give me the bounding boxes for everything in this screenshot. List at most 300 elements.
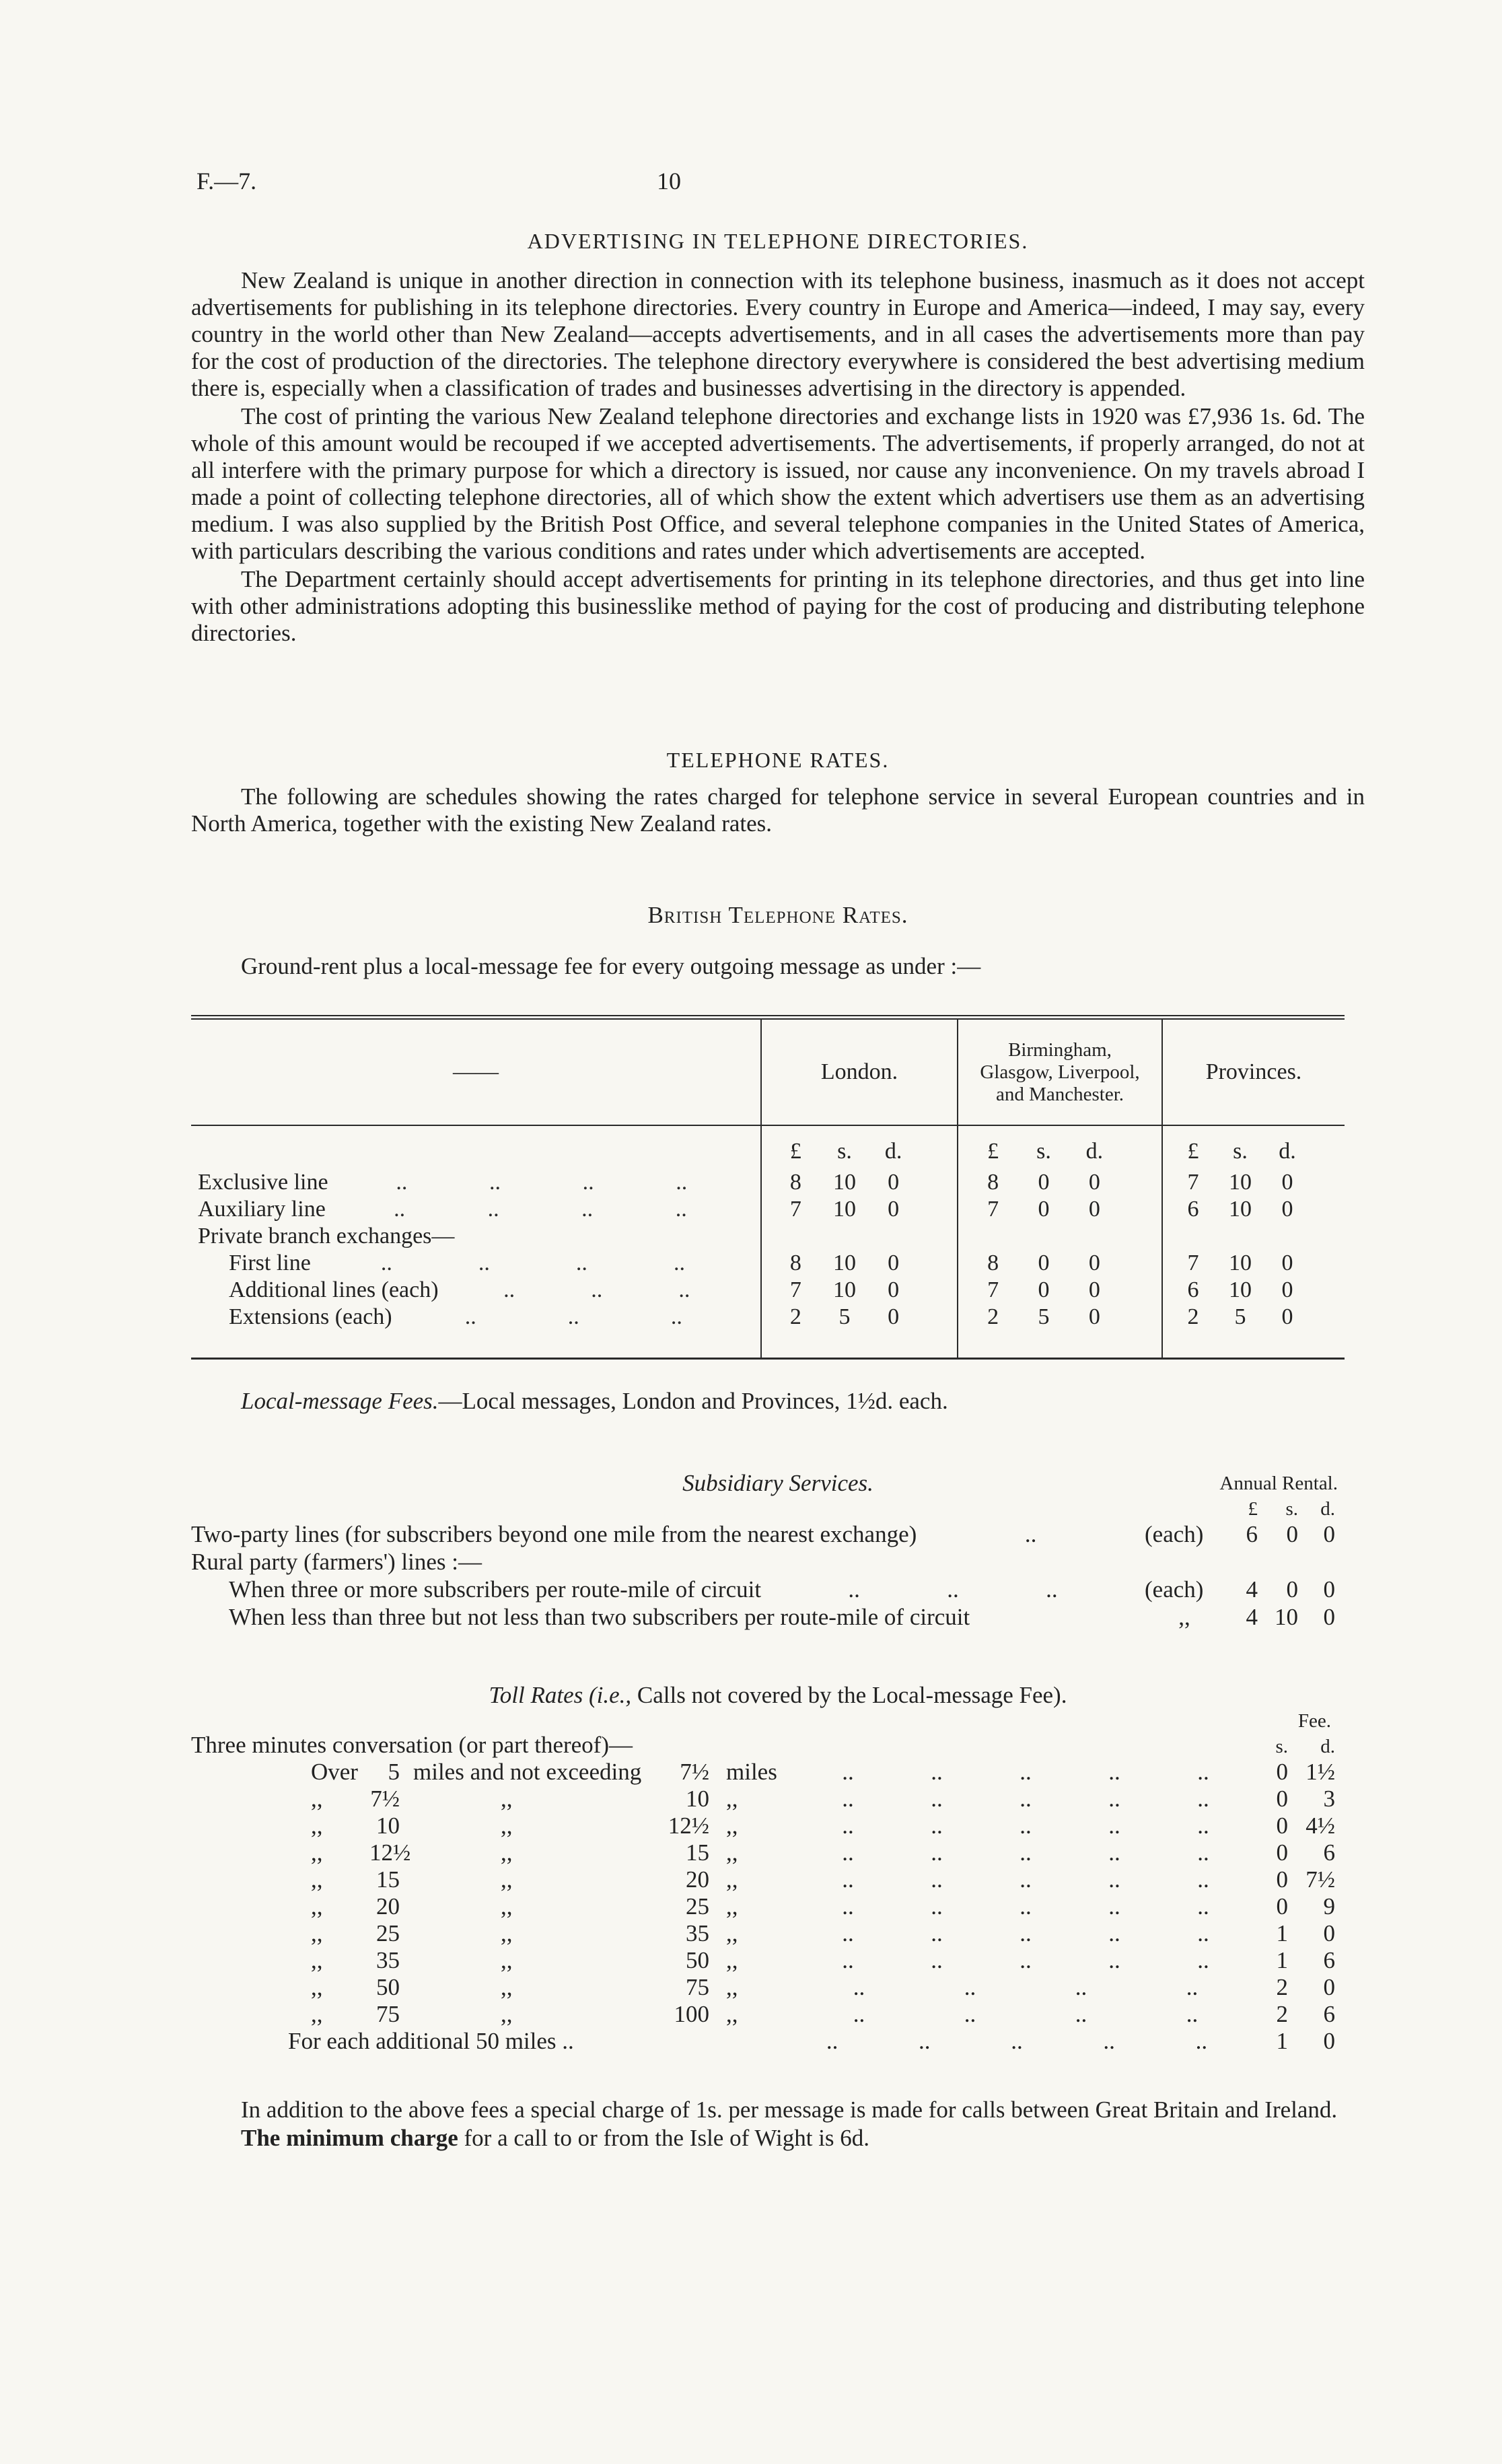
shillings-value: 0 xyxy=(1276,1866,1288,1893)
pounds-value: 2 xyxy=(789,1304,801,1329)
subsidiary-services-section xyxy=(191,1470,1365,1631)
pence-value: 0 xyxy=(1281,1251,1293,1275)
unit-label: miles xyxy=(726,1759,777,1785)
ditto-mark: ,, xyxy=(501,2001,513,2027)
shillings-value: 5 xyxy=(1038,1304,1050,1329)
pence-value: 0 xyxy=(888,1170,900,1195)
ditto-mark: ,, xyxy=(726,1786,738,1812)
dot-pair: .. xyxy=(582,1170,594,1195)
pound-sign: £ xyxy=(1248,1498,1258,1520)
pence-value: 0 xyxy=(1281,1277,1293,1302)
ditto-mark: ,, xyxy=(501,1812,513,1839)
dot-pair: .. xyxy=(1197,1947,1209,1973)
ditto-mark: ,, xyxy=(726,1839,738,1866)
shillings-value: 2 xyxy=(1276,1974,1288,2000)
dot-pair: .. xyxy=(1108,1893,1120,1920)
dot-leaders xyxy=(353,1196,728,1223)
note-lead: Local-message Fees. xyxy=(241,1388,439,1414)
table-cell xyxy=(957,1169,1161,1196)
shillings-value: 10 xyxy=(1229,1277,1252,1302)
dot-pair: .. xyxy=(842,1866,854,1893)
ditto-mark: ,, xyxy=(501,1839,513,1866)
dot-pair: .. xyxy=(1020,1920,1032,1946)
pence-value: 0 xyxy=(888,1197,900,1222)
dot-pair: .. xyxy=(964,2001,976,2027)
dot-leaders xyxy=(761,1576,1145,1603)
minimum-charge-note xyxy=(191,2125,1365,2152)
over-value: 20 xyxy=(376,1893,400,1920)
dot-pair: .. xyxy=(678,1277,690,1302)
subsidiary-row xyxy=(191,1603,1365,1631)
shillings-value: 10 xyxy=(1275,1604,1298,1630)
dot-pair: .. xyxy=(1108,1812,1120,1839)
currency-row-blank xyxy=(191,1126,760,1169)
each-label: (each) xyxy=(1145,1521,1204,1547)
dot-pair: .. xyxy=(1197,1893,1209,1920)
currency-header xyxy=(191,1498,1365,1520)
shillings-value: 10 xyxy=(832,1197,856,1222)
pounds-value: 6 xyxy=(1246,1521,1258,1547)
dot-pair: .. xyxy=(931,1786,943,1812)
table-row-label xyxy=(191,1277,760,1304)
table-cell xyxy=(1161,1169,1345,1196)
upto-value: 75 xyxy=(686,1974,709,2000)
toll-intro-row xyxy=(191,1732,1365,1759)
bold-lead: The minimum charge xyxy=(241,2125,458,2151)
pence-value: 0 xyxy=(1281,1197,1293,1222)
dot-leaders xyxy=(803,2001,1248,2028)
shillings-value: 10 xyxy=(1229,1197,1252,1222)
dot-leaders xyxy=(803,1893,1248,1920)
ditto-mark: ,, xyxy=(1178,1604,1190,1630)
dot-pair: .. xyxy=(826,2028,838,2054)
dot-pair: .. xyxy=(1020,1786,1032,1812)
british-rates-table xyxy=(191,1015,1345,1360)
toll-rate-row xyxy=(306,2001,1365,2028)
paragraph: In addition to the above fees a special charge of 1s. per message is made for calls between Great Britain and Ireland. xyxy=(241,2097,1338,2123)
row-label: Extensions (each) xyxy=(229,1304,392,1329)
shillings-value: 0 xyxy=(1038,1277,1050,1302)
dot-pair: .. xyxy=(394,1197,406,1222)
dot-pair: .. xyxy=(1075,2001,1087,2027)
dot-pair: .. xyxy=(931,1920,943,1946)
dot-pair: .. xyxy=(670,1304,682,1329)
pounds-value: 8 xyxy=(789,1251,801,1275)
pence-value: 9 xyxy=(1323,1893,1335,1920)
pence-sign: d. xyxy=(1320,1498,1335,1520)
table-row-label xyxy=(191,1304,760,1331)
pound-sign: £ xyxy=(1187,1139,1199,1164)
pence-value: 0 xyxy=(1323,1974,1335,2000)
dot-leaders xyxy=(803,1812,1248,1839)
dot-pair: .. xyxy=(676,1170,688,1195)
column-header-line: and Manchester. xyxy=(995,1083,1124,1105)
dot-leaders xyxy=(803,1839,1248,1866)
pence-value: 1½ xyxy=(1306,1759,1335,1785)
over-value: 75 xyxy=(376,2001,400,2027)
dot-pair: .. xyxy=(675,1197,687,1222)
dot-pair: .. xyxy=(581,1197,594,1222)
pounds-value: 7 xyxy=(987,1277,999,1302)
subsection-title xyxy=(191,1682,1365,1709)
table-cell xyxy=(1161,1304,1345,1331)
upto-value: 20 xyxy=(686,1866,709,1893)
shillings-value: 5 xyxy=(838,1304,851,1329)
over-value: 5 xyxy=(388,1759,400,1785)
dot-leaders xyxy=(803,1974,1248,2001)
paragraph: The Department certainly should accept advertisements for printing in its telephone directories, and thus get into line with other administrations adopting this businesslike method of paying for the cost of producing and distributing telephone directories. xyxy=(191,566,1365,646)
ditto-mark: ,, xyxy=(311,1812,323,1839)
ditto-mark: ,, xyxy=(726,1974,738,2000)
dot-leaders xyxy=(466,1277,728,1304)
dot-pair: .. xyxy=(931,1759,943,1785)
shillings-sign: s. xyxy=(837,1139,852,1164)
column-header-line: Birmingham, xyxy=(1008,1039,1112,1061)
dot-pair: .. xyxy=(1046,1576,1058,1603)
pence-value: 0 xyxy=(888,1251,900,1275)
dot-pair: .. xyxy=(478,1251,490,1275)
upto-value: 25 xyxy=(686,1893,709,1920)
row-text: For each additional 50 miles .. xyxy=(288,2028,574,2054)
dot-pair: .. xyxy=(1108,1920,1120,1946)
pence-value: 0 xyxy=(1088,1170,1100,1195)
pence-value: 0 xyxy=(888,1277,900,1302)
toll-rate-row xyxy=(306,1974,1365,2001)
dot-pair: .. xyxy=(848,1576,860,1603)
shillings-sign: s. xyxy=(1233,1139,1248,1164)
toll-rate-row xyxy=(306,1759,1365,1786)
pounds-value: 2 xyxy=(1187,1304,1199,1329)
pence-value: 7½ xyxy=(1306,1866,1335,1893)
shillings-value: 1 xyxy=(1276,1920,1288,1946)
dot-pair: .. xyxy=(842,1786,854,1812)
table-cell xyxy=(760,1223,957,1250)
ditto-mark: ,, xyxy=(501,1866,513,1893)
table-cell xyxy=(760,1250,957,1277)
dot-pair: .. xyxy=(1020,1759,1032,1785)
row-label: Exclusive line xyxy=(198,1170,328,1195)
shillings-value: 5 xyxy=(1234,1304,1246,1329)
pounds-value: 8 xyxy=(987,1251,999,1275)
row-label: First line xyxy=(229,1251,311,1275)
ditto-mark: ,, xyxy=(726,1893,738,1920)
dot-pair: .. xyxy=(489,1170,501,1195)
shillings-sign: s. xyxy=(1285,1498,1298,1520)
shillings-value: 0 xyxy=(1286,1576,1298,1603)
page-header xyxy=(191,0,1365,194)
pence-value: 0 xyxy=(1323,2028,1335,2054)
dot-pair: .. xyxy=(842,1893,854,1920)
table-spacer xyxy=(1161,1331,1345,1358)
pence-sign: d. xyxy=(884,1139,902,1164)
shillings-value: 1 xyxy=(1276,1947,1288,1973)
dot-pair: .. xyxy=(1020,1812,1032,1839)
ditto-mark: ,, xyxy=(501,1947,513,1973)
over-value: 25 xyxy=(376,1920,400,1946)
dot-pair: .. xyxy=(931,1866,943,1893)
over-value: 15 xyxy=(376,1866,400,1893)
table-spacer xyxy=(191,1331,760,1358)
dot-pair: .. xyxy=(1197,1759,1209,1785)
dot-pair: .. xyxy=(591,1277,603,1302)
british-rates-section xyxy=(191,902,1365,1415)
dot-pair: .. xyxy=(464,1304,476,1329)
over-value: 10 xyxy=(376,1812,400,1839)
toll-rate-row xyxy=(306,1812,1365,1839)
pound-sign: £ xyxy=(789,1139,801,1164)
title-rest: Calls not covered by the Local-message Fee). xyxy=(631,1682,1067,1708)
upto-value: 100 xyxy=(674,2001,709,2027)
ditto-mark: ,, xyxy=(501,1786,513,1812)
pounds-value: 2 xyxy=(987,1304,999,1329)
pounds-value: 7 xyxy=(1187,1170,1199,1195)
section-title: TELEPHONE RATES. xyxy=(666,748,890,772)
dot-leaders xyxy=(803,1920,1248,1947)
upto-value: 10 xyxy=(686,1786,709,1812)
shillings-value: 0 xyxy=(1038,1170,1050,1195)
pence-value: 0 xyxy=(888,1304,900,1329)
dot-leaders xyxy=(917,1520,1145,1548)
pound-sign: £ xyxy=(987,1139,999,1164)
fee-columns-header xyxy=(1248,1736,1335,1758)
upto-value: 12½ xyxy=(668,1812,709,1839)
dot-pair: .. xyxy=(919,2028,931,2054)
dot-pair: .. xyxy=(853,1974,865,2000)
subsection-title: Subsidiary Services. xyxy=(682,1470,873,1496)
shillings-value: 1 xyxy=(1276,2028,1288,2054)
dot-pair: .. xyxy=(1108,1759,1120,1785)
row-text: When three or more subscribers per route-mile of circuit xyxy=(229,1576,762,1603)
table-cell xyxy=(1161,1223,1345,1250)
pounds-value: 8 xyxy=(789,1170,801,1195)
ditto-mark: ,, xyxy=(726,1947,738,1973)
pence-value: 0 xyxy=(1088,1251,1100,1275)
pence-value: 4½ xyxy=(1306,1812,1335,1839)
ditto-mark: ,, xyxy=(501,1920,513,1946)
dot-pair: .. xyxy=(503,1277,515,1302)
dot-pair: .. xyxy=(380,1251,392,1275)
table-cell xyxy=(957,1250,1161,1277)
toll-rate-row xyxy=(306,1920,1365,1947)
upto-value: 50 xyxy=(686,1947,709,1973)
ditto-mark: ,, xyxy=(501,1893,513,1920)
document-reference: F.—7. xyxy=(196,168,257,195)
table-row-label xyxy=(191,1250,760,1277)
table-cell xyxy=(957,1223,1161,1250)
pence-sign: d. xyxy=(1279,1139,1296,1164)
shillings-value: 0 xyxy=(1276,1893,1288,1920)
ditto-mark: ,, xyxy=(501,1974,513,2000)
toll-rate-row xyxy=(306,1893,1365,1920)
pounds-value: 7 xyxy=(789,1277,801,1302)
shillings-value: 0 xyxy=(1038,1251,1050,1275)
dot-pair: .. xyxy=(1020,1866,1032,1893)
pence-sign: d. xyxy=(1320,1736,1335,1757)
pence-value: 0 xyxy=(1323,1920,1335,1946)
dot-pair: .. xyxy=(1197,1839,1209,1866)
currency-header xyxy=(1161,1126,1345,1169)
toll-rates-section xyxy=(191,1682,1365,2055)
column-header-provinces xyxy=(1161,1020,1345,1126)
ditto-mark: ,, xyxy=(311,1947,323,1973)
table-header-blank xyxy=(191,1020,760,1126)
shillings-value: 0 xyxy=(1276,1839,1288,1866)
pence-value: 6 xyxy=(1323,1839,1335,1866)
rental-value xyxy=(1224,1603,1335,1631)
dot-leaders xyxy=(803,1786,1248,1812)
shillings-value: 10 xyxy=(832,1170,856,1195)
pounds-value: 6 xyxy=(1187,1277,1199,1302)
dot-leaders xyxy=(355,1169,728,1196)
pence-value: 0 xyxy=(1281,1170,1293,1195)
each-label: (each) xyxy=(1145,1576,1204,1603)
local-message-note xyxy=(191,1388,1365,1415)
dot-pair: .. xyxy=(567,1304,579,1329)
dot-pair: .. xyxy=(1108,1839,1120,1866)
row-label: Auxiliary line xyxy=(198,1197,326,1222)
table-cell xyxy=(1161,1277,1345,1304)
table-cell xyxy=(760,1169,957,1196)
dot-pair: .. xyxy=(931,1839,943,1866)
row-label: Additional lines (each) xyxy=(229,1277,439,1302)
column-header-label: London. xyxy=(820,1059,898,1084)
dot-pair: .. xyxy=(487,1197,499,1222)
shillings-value: 0 xyxy=(1038,1197,1050,1222)
dot-pair: .. xyxy=(947,1576,959,1603)
pence-value: 0 xyxy=(1088,1304,1100,1329)
dot-pair: .. xyxy=(842,1920,854,1946)
table-cell xyxy=(957,1304,1161,1331)
over-value: 35 xyxy=(376,1947,400,1973)
row-label: Private branch exchanges— xyxy=(198,1224,455,1248)
table-cell xyxy=(957,1277,1161,1304)
column-header-london xyxy=(760,1020,957,1126)
table-row-label xyxy=(191,1223,760,1250)
pence-value: 0 xyxy=(1088,1197,1100,1222)
ditto-mark: ,, xyxy=(726,1812,738,1839)
table-cell xyxy=(957,1196,1161,1223)
pounds-value: 4 xyxy=(1246,1604,1258,1630)
row-text: When less than three but not less than two subscribers per route-mile of circuit xyxy=(229,1604,970,1630)
ditto-mark: ,, xyxy=(311,1786,323,1812)
shillings-value: 2 xyxy=(1276,2001,1288,2027)
advertising-section xyxy=(191,229,1365,647)
ditto-mark: ,, xyxy=(311,1866,323,1893)
dot-pair: .. xyxy=(1197,1866,1209,1893)
dot-pair: .. xyxy=(1197,1812,1209,1839)
pounds-value: 6 xyxy=(1187,1197,1199,1222)
ditto-mark: ,, xyxy=(311,1839,323,1866)
ditto-mark: ,, xyxy=(311,1920,323,1946)
dot-leaders xyxy=(803,1866,1248,1893)
shillings-value: 10 xyxy=(832,1251,856,1275)
ditto-mark: ,, xyxy=(726,2001,738,2027)
dot-pair: .. xyxy=(931,1947,943,1973)
dot-pair: .. xyxy=(1195,2028,1208,2054)
note-rest: —Local messages, London and Provinces, 1½d. each. xyxy=(438,1388,948,1414)
title-em: Toll Rates (i.e., xyxy=(489,1682,632,1708)
pence-value: 0 xyxy=(1323,1521,1335,1547)
dot-pair: .. xyxy=(842,1947,854,1973)
toll-rate-row xyxy=(306,1786,1365,1812)
table-spacer xyxy=(760,1331,957,1358)
toll-rate-row xyxy=(306,1866,1365,1893)
section-title: ADVERTISING IN TELEPHONE DIRECTORIES. xyxy=(527,229,1029,253)
table-spacer xyxy=(957,1331,1161,1358)
table-cell xyxy=(760,1304,957,1331)
dot-pair: .. xyxy=(1103,2028,1115,2054)
dot-pair: .. xyxy=(1020,1947,1032,1973)
pounds-value: 7 xyxy=(987,1197,999,1222)
paragraph: The following are schedules showing the rates charged for telephone service in several European countries and in North America, together with the existing New Zealand rates. xyxy=(191,783,1365,837)
dot-leaders xyxy=(786,2028,1248,2055)
dot-leaders xyxy=(419,1304,728,1331)
ditto-mark: ,, xyxy=(311,1974,323,2000)
rental-value xyxy=(1224,1520,1335,1548)
pounds-value: 7 xyxy=(1187,1251,1199,1275)
shillings-value: 0 xyxy=(1276,1812,1288,1839)
subsidiary-row xyxy=(191,1548,1365,1576)
page-content xyxy=(191,0,1365,2152)
subsidiary-row xyxy=(191,1520,1365,1548)
shillings-value: 0 xyxy=(1276,1786,1288,1812)
dot-pair: .. xyxy=(673,1251,685,1275)
toll-rate-row xyxy=(306,1947,1365,1974)
annual-rental-label: Annual Rental. xyxy=(1219,1473,1338,1494)
pounds-value: 8 xyxy=(987,1170,999,1195)
pence-value: 0 xyxy=(1323,1576,1335,1603)
dot-pair: .. xyxy=(842,1839,854,1866)
ditto-mark: ,, xyxy=(726,1866,738,1893)
shillings-value: 10 xyxy=(1229,1251,1252,1275)
subsection-title: British Telephone Rates. xyxy=(647,902,908,928)
dot-pair: .. xyxy=(1186,2001,1199,2027)
column-header-group xyxy=(957,1020,1161,1126)
pence-value: 3 xyxy=(1323,1786,1335,1812)
telephone-rates-section xyxy=(191,748,1365,837)
row-text: Two-party lines (for subscribers beyond one mile from the nearest exchange) xyxy=(191,1521,917,1547)
closing-notes-section xyxy=(191,2097,1365,2152)
upto-value: 7½ xyxy=(680,1759,709,1785)
column-header-line: Glasgow, Liverpool, xyxy=(980,1061,1140,1083)
row-text: Rural party (farmers') lines :— xyxy=(191,1549,482,1575)
over-value: 50 xyxy=(376,1974,400,2000)
dot-pair: .. xyxy=(842,1759,854,1785)
fee-label: Fee. xyxy=(1297,1710,1331,1732)
toll-rate-row xyxy=(306,1839,1365,1866)
dot-pair: .. xyxy=(931,1812,943,1839)
shillings-sign: s. xyxy=(1275,1736,1288,1757)
dot-pair: .. xyxy=(575,1251,587,1275)
range-text: miles and not exceeding xyxy=(413,1759,642,1785)
dot-pair: .. xyxy=(1075,1974,1087,2000)
dot-leaders xyxy=(338,1250,728,1277)
over-value: 7½ xyxy=(370,1786,400,1812)
dot-pair: .. xyxy=(931,1893,943,1920)
table-intro: Ground-rent plus a local-message fee for every outgoing message as under :— xyxy=(241,953,981,979)
over-word: Over xyxy=(311,1759,358,1785)
dot-pair: .. xyxy=(842,1812,854,1839)
toll-intro: Three minutes conversation (or part thereof)— xyxy=(191,1732,633,1758)
dot-pair: .. xyxy=(1186,1974,1199,2000)
pounds-value: 7 xyxy=(789,1197,801,1222)
paragraph: New Zealand is unique in another direction in connection with its telephone business, inasmuch as it does not accept advertisements for publishing in its telephone directories. Every country in Europe and America—indeed, I may say, every country in the world other than New Zealand—accepts advertisements, and in all cases the advertisements more than pay for the cost of production of the directories. The telephone directory everywhere is considered the best advertising medium there is, especially when a classification of trades and businesses advertising in the directory is appended. xyxy=(191,267,1365,401)
ditto-mark: ,, xyxy=(726,1920,738,1946)
paragraph: The cost of printing the various New Zealand telephone directories and exchange lists in 1920 was £7,936 1s. 6d. The whole of this amount would be recouped if we accepted advertisements. The advertisements, if properly arranged, do not at all interfere with the primary purpose for which a directory is issued, nor cause any inconvenience. On my travels abroad I made a point of collecting telephone directories, all of which show the extent which advertisers use them as an advertising medium. I was also supplied by the British Post Office, and several telephone companies in the United States of America, with particulars describing the various conditions and rates under which advertisements are accepted. xyxy=(191,403,1365,564)
toll-rate-row xyxy=(288,2028,1365,2055)
header-dash: —— xyxy=(453,1059,499,1084)
ditto-mark: ,, xyxy=(311,2001,323,2027)
